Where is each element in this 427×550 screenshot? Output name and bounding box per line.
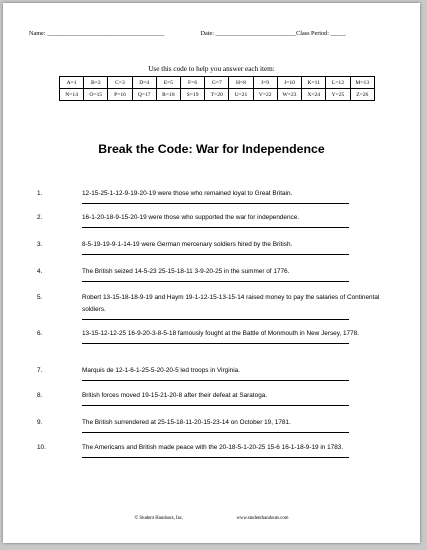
code-cell: C=3 xyxy=(108,77,132,89)
answer-line[interactable] xyxy=(82,380,349,381)
code-row xyxy=(60,77,375,89)
code-cell: A=1 xyxy=(60,77,84,89)
code-cell: N=14 xyxy=(60,89,84,101)
question-number: 5. xyxy=(37,294,43,301)
code-cell: D=4 xyxy=(132,77,156,89)
code-cell: K=11 xyxy=(302,77,326,89)
question-item xyxy=(37,239,397,255)
question-item xyxy=(37,292,397,320)
code-cell: V=22 xyxy=(253,89,277,101)
code-cell: Y=25 xyxy=(326,89,350,101)
question-text: Marquis de 12-1-6-1-25-5-20-20-5 led troops in Virginia. xyxy=(82,367,240,374)
code-cell: I=9 xyxy=(253,77,277,89)
code-cell: J=10 xyxy=(277,77,301,89)
question-text: 12-15-25-1-12-9-19-20-19 were those who remained loyal to Great Britain. xyxy=(82,190,293,197)
answer-line[interactable] xyxy=(82,457,349,458)
answer-line[interactable] xyxy=(82,227,349,228)
code-cell: Z=26 xyxy=(350,89,374,101)
worksheet-page xyxy=(3,3,420,543)
footer-website[interactable]: www.studenthandouts.com xyxy=(236,516,289,521)
answer-line[interactable] xyxy=(82,319,349,320)
question-number: 8. xyxy=(37,392,43,399)
question-text: The British surrendered at 25-15-18-11-20-15-23-14 on October 19, 1781. xyxy=(82,419,291,426)
code-cell: E=5 xyxy=(156,77,180,89)
class-period-field[interactable]: Class Period: _____ xyxy=(296,30,346,37)
header-fields xyxy=(29,30,394,37)
question-number: 3. xyxy=(37,241,43,248)
name-field[interactable]: Name: ______________________________________ xyxy=(29,30,165,37)
question-number: 2. xyxy=(37,214,43,221)
code-row xyxy=(60,89,375,101)
question-item xyxy=(37,212,397,228)
answer-line[interactable] xyxy=(82,405,349,406)
question-item xyxy=(37,417,397,433)
date-field[interactable]: Date: __________________________ xyxy=(200,30,296,37)
question-text: 13-15-12-12-25 16-9-20-3-8-5-18 famously fought at the Battle of Monmouth in New Jersey, 1778. xyxy=(82,330,359,337)
code-table xyxy=(59,76,375,101)
code-cell: X=24 xyxy=(302,89,326,101)
question-text: 8-5-19-19-9-1-14-19 were German mercenary soldiers hired by the British. xyxy=(82,241,293,248)
question-item xyxy=(37,188,397,204)
code-cell: R=18 xyxy=(156,89,180,101)
code-cell: W=23 xyxy=(277,89,301,101)
question-number: 10. xyxy=(37,444,46,451)
question-item xyxy=(37,328,397,344)
question-number: 4. xyxy=(37,268,43,275)
code-cell: H=8 xyxy=(229,77,253,89)
code-cell: O=15 xyxy=(84,89,108,101)
question-item xyxy=(37,365,397,381)
code-cell: L=12 xyxy=(326,77,350,89)
question-number: 7. xyxy=(37,367,43,374)
code-cell: F=6 xyxy=(181,77,205,89)
code-cell: U=21 xyxy=(229,89,253,101)
answer-line[interactable] xyxy=(82,281,349,282)
question-text: The Americans and British made peace with the 20-18-5-1-20-25 15-6 16-1-18-9-19 in 1783. xyxy=(82,444,344,451)
answer-line[interactable] xyxy=(82,432,349,433)
question-number: 6. xyxy=(37,330,43,337)
code-cell: T=20 xyxy=(205,89,229,101)
code-cell: B=2 xyxy=(84,77,108,89)
question-item xyxy=(37,390,397,406)
footer xyxy=(3,516,420,521)
question-text: Robert 13-15-18-18-9-19 and Haym 19-1-12-15-13-15-14 raised money to pay the salaries of Continental soldiers. xyxy=(82,294,380,313)
code-cell: Q=17 xyxy=(132,89,156,101)
question-text: The British seized 14-5-23 25-15-18-11 3-9-20-25 in the summer of 1776. xyxy=(82,268,290,275)
code-cell: G=7 xyxy=(205,77,229,89)
worksheet-title: Break the Code: War for Independence xyxy=(98,142,325,156)
answer-line[interactable] xyxy=(82,254,349,255)
code-caption: Use this code to help you answer each item: xyxy=(148,65,275,73)
question-item xyxy=(37,442,397,458)
footer-copyright: © Student Handouts, Inc. xyxy=(134,516,184,521)
answer-line[interactable] xyxy=(82,343,349,344)
code-cell: S=19 xyxy=(181,89,205,101)
question-text: British forces moved 19-15-21-20-8 after their defeat at Saratoga. xyxy=(82,392,268,399)
code-cell: M=13 xyxy=(350,77,374,89)
question-number: 9. xyxy=(37,419,43,426)
question-item xyxy=(37,266,397,282)
answer-line[interactable] xyxy=(82,203,349,204)
code-cell: P=16 xyxy=(108,89,132,101)
question-text: 16-1-20-18-9-15-20-19 were those who supported the war for independence. xyxy=(82,214,300,221)
question-number: 1. xyxy=(37,190,43,197)
